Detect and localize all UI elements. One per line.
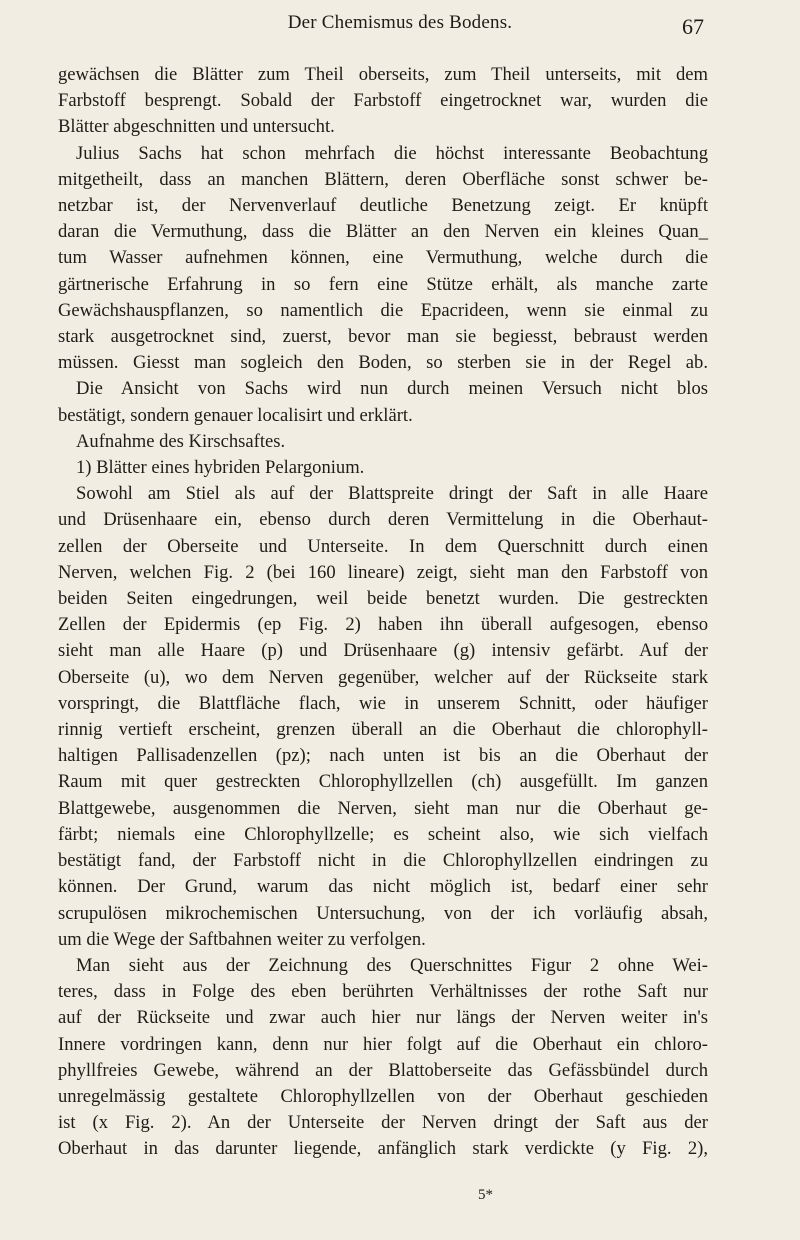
text-line: vorspringt, die Blattfläche flach, wie in unserem Schnitt, oder häufiger — [58, 692, 708, 714]
text-line: und Drüsenhaare ein, ebenso durch deren Vermittelung in die Oberhaut- — [58, 509, 708, 531]
text-line: gewächsen die Blätter zum Theil oberseits, zum Theil unterseits, mit dem — [58, 64, 708, 85]
text-line: phyllfreies Gewebe, während an der Blattoberseite das Gefässbündel durch — [58, 1059, 708, 1081]
text-line: Sowohl am Stiel als auf der Blattspreite dringt der Saft in alle Haare — [76, 483, 708, 505]
body-text — [58, 62, 708, 1163]
text-line: tum Wasser aufnehmen können, eine Vermuthung, welche durch die — [58, 247, 708, 269]
page-number: 67 — [682, 14, 704, 39]
text-line: scrupulösen mikrochemischen Untersuchung, von der ich vorläufig absah, — [58, 902, 708, 924]
text-line: Nerven, welchen Fig. 2 (bei 160 lineare) zeigt, sieht man den Farbstoff von — [58, 561, 708, 583]
text-line: Man sieht aus der Zeichnung des Querschnittes Figur 2 ohne Wei- — [76, 954, 708, 976]
text-line: 1) Blätter eines hybriden Pelargonium. — [76, 457, 365, 479]
text-line: Blattgewebe, ausgenommen die Nerven, sieht man nur die Oberhaut ge- — [58, 797, 708, 819]
text-line: Gewächshauspflanzen, so namentlich die Epacrideen, wenn sie einmal zu — [58, 299, 708, 321]
text-line: Aufnahme des Kirschsaftes. — [76, 430, 286, 452]
text-line: ist (x Fig. 2). An der Unterseite der Nerven dringt der Saft aus der — [58, 1112, 708, 1134]
text-line: färbt; niemals eine Chlorophyllzelle; es scheint also, wie sich vielfach — [58, 823, 708, 845]
text-line: Farbstoff besprengt. Sobald der Farbstoff eingetrocknet war, wurden die — [58, 90, 708, 112]
text-line: Raum mit quer gestreckten Chlorophyllzellen (ch) ausgefüllt. Im ganzen — [58, 771, 708, 793]
text-line: haltigen Pallisadenzellen (pz); nach unten ist bis an die Oberhaut der — [58, 745, 708, 767]
text-line: Julius Sachs hat schon mehrfach die höchst interessante Beobachtung — [76, 142, 708, 164]
running-title: Der Chemismus des Bodens. — [287, 12, 513, 33]
text-line: Oberhaut in das darunter liegende, anfänglich stark verdickte (y Fig. 2), — [58, 1138, 708, 1160]
text-line: mitgetheilt, dass an manchen Blättern, deren Oberfläche sonst schwer be- — [58, 168, 708, 190]
text-line: gärtnerische Erfahrung in so fern eine Stütze erhält, als manche zarte — [58, 273, 708, 295]
text-line: auf der Rückseite und zwar auch hier nur längs der Nerven weiter in's — [58, 1007, 708, 1029]
signature-mark: 5* — [478, 1187, 493, 1203]
text-line: teres, dass in Folge des eben berührten Verhältnisses der rothe Saft nur — [58, 981, 708, 1003]
text-line: rinnig vertieft erscheint, grenzen überall an die Oberhaut die chlorophyll- — [58, 719, 708, 741]
text-line: können. Der Grund, warum das nicht möglich ist, bedarf einer sehr — [58, 876, 708, 898]
text-line: Blätter abgeschnitten und untersucht. — [58, 116, 335, 138]
text-line: netzbar ist, der Nervenverlauf deutliche Benetzung zeigt. Er knüpft — [58, 195, 708, 217]
text-line: Zellen der Epidermis (ep Fig. 2) haben ihn überall aufgesogen, ebenso — [58, 614, 708, 636]
text-line: bestätigt fand, der Farbstoff nicht in die Chlorophyllzellen eindringen zu — [58, 850, 708, 872]
text-line: zellen der Oberseite und Unterseite. In dem Querschnitt durch einen — [58, 535, 708, 557]
text-line: unregelmässig gestaltete Chlorophyllzellen von der Oberhaut geschieden — [58, 1085, 708, 1107]
text-line: daran die Vermuthung, dass die Blätter an den Nerven ein kleines Quan_ — [58, 221, 708, 243]
text-line: um die Wege der Saftbahnen weiter zu verfolgen. — [58, 928, 426, 950]
text-line: stark ausgetrocknet sind, zuerst, bevor man sie begiesst, bebraust werden — [58, 326, 708, 348]
text-line: Die Ansicht von Sachs wird nun durch meinen Versuch nicht blos — [76, 378, 708, 400]
text-line: sieht man alle Haare (p) und Drüsenhaare (g) intensiv gefärbt. Auf der — [58, 640, 708, 662]
page-header — [0, 6, 800, 46]
text-line: Oberseite (u), wo dem Nerven gegenüber, welcher auf der Rückseite stark — [58, 666, 708, 688]
text-line: müssen. Giesst man sogleich den Boden, so sterben sie in der Regel ab. — [58, 352, 708, 374]
text-line: Innere vordringen kann, denn nur hier folgt auf die Oberhaut ein chloro- — [58, 1033, 708, 1055]
text-line: bestätigt, sondern genauer localisirt und erklärt. — [58, 404, 413, 426]
text-line: beiden Seiten eingedrungen, weil beide benetzt wurden. Die gestreckten — [58, 588, 708, 610]
